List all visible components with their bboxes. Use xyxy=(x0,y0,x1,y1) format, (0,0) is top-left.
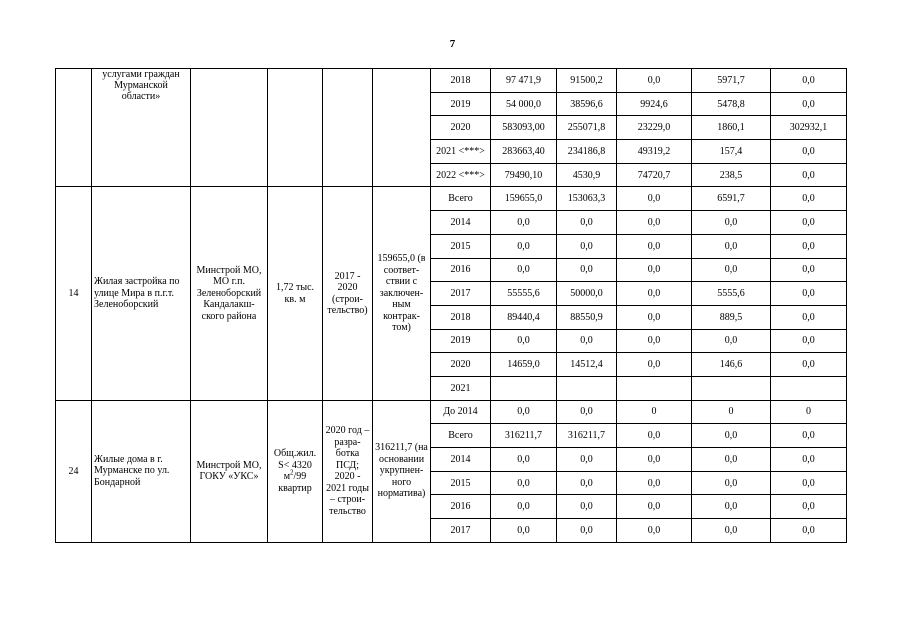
capacity-text: Общ.жил. S< 4320 м xyxy=(273,448,317,483)
cell-year: 2016 xyxy=(431,495,491,519)
cell-c2: 0,0 xyxy=(617,305,692,329)
cell-total: 0,0 xyxy=(491,234,557,258)
cell-c3: 0,0 xyxy=(692,234,771,258)
program-table xyxy=(55,68,847,543)
capacity-sup: 2 xyxy=(290,468,294,477)
cell-c4: 0,0 xyxy=(771,519,847,543)
cell-c3: 0 xyxy=(692,400,771,424)
cell-c4: 0,0 xyxy=(771,187,847,211)
cell-total: 0,0 xyxy=(491,448,557,472)
cell-c2: 49319,2 xyxy=(617,140,692,164)
cell-total: 54 000,0 xyxy=(491,92,557,116)
table-row xyxy=(56,69,847,93)
cell-year: 2019 xyxy=(431,92,491,116)
cell-c1: 14512,4 xyxy=(557,353,617,377)
cell-c4: 0,0 xyxy=(771,282,847,306)
cell-year: 2015 xyxy=(431,471,491,495)
cell-c3: 0,0 xyxy=(692,424,771,448)
cell-c4: 0,0 xyxy=(771,211,847,235)
cell-year: 2022 <***> xyxy=(431,163,491,187)
cell-c4: 0,0 xyxy=(771,495,847,519)
cell-year: До 2014 xyxy=(431,400,491,424)
cell-customer: Минстрой МО, МО г.п. Зеленоборский Кандалакш-ского района xyxy=(191,187,268,400)
cell-year: 2021 xyxy=(431,376,491,400)
capacity-text-end: /99 квартир xyxy=(278,471,312,494)
cell-c2: 0,0 xyxy=(617,519,692,543)
cell-c4: 0,0 xyxy=(771,69,847,93)
cell-cost: 316211,7 (на основании укрупнен-ного норматива) xyxy=(373,400,431,542)
cell-num: 24 xyxy=(56,400,92,542)
cell-total: 0,0 xyxy=(491,519,557,543)
cell-c1: 0,0 xyxy=(557,495,617,519)
cell-c4 xyxy=(771,376,847,400)
cell-c3: 146,6 xyxy=(692,353,771,377)
cell-c3: 0,0 xyxy=(692,329,771,353)
cell-c2: 0,0 xyxy=(617,495,692,519)
cell-c1: 0,0 xyxy=(557,448,617,472)
cell-c2: 0,0 xyxy=(617,69,692,93)
cell-c2: 9924,6 xyxy=(617,92,692,116)
cell-year: 2018 xyxy=(431,305,491,329)
cell-year: 2018 xyxy=(431,69,491,93)
cell-c4: 0,0 xyxy=(771,448,847,472)
cell-c2: 0,0 xyxy=(617,329,692,353)
cell-c2: 0,0 xyxy=(617,211,692,235)
cell-c1: 0,0 xyxy=(557,519,617,543)
cell-c4: 0,0 xyxy=(771,424,847,448)
cell-total: 0,0 xyxy=(491,471,557,495)
cell-c1: 234186,8 xyxy=(557,140,617,164)
cell-c1: 255071,8 xyxy=(557,116,617,140)
cell-object-name: Жилая застройка по улице Мира в п.г.т. Зеленоборский xyxy=(92,187,191,400)
cell-c4: 0,0 xyxy=(771,92,847,116)
cell-c2: 0,0 xyxy=(617,258,692,282)
cell-total: 97 471,9 xyxy=(491,69,557,93)
cell-year: 2015 xyxy=(431,234,491,258)
table-body xyxy=(56,69,847,543)
cell-c2: 0,0 xyxy=(617,353,692,377)
cell-c1: 0,0 xyxy=(557,329,617,353)
cell-object-name: услугами граждан Мурманской области» xyxy=(92,69,191,187)
cell-c4: 0,0 xyxy=(771,353,847,377)
cell-total: 0,0 xyxy=(491,258,557,282)
cell-c3: 0,0 xyxy=(692,519,771,543)
cell-c2: 0,0 xyxy=(617,424,692,448)
cell-cost xyxy=(373,69,431,187)
cell-c4: 0 xyxy=(771,400,847,424)
table-row xyxy=(56,187,847,211)
cell-total: 316211,7 xyxy=(491,424,557,448)
cell-c3 xyxy=(692,376,771,400)
cell-c2 xyxy=(617,376,692,400)
cell-year: 2017 xyxy=(431,519,491,543)
cell-capacity xyxy=(268,400,323,542)
cell-c1: 153063,3 xyxy=(557,187,617,211)
cell-c1: 0,0 xyxy=(557,234,617,258)
cell-c3: 5555,6 xyxy=(692,282,771,306)
cell-c3: 157,4 xyxy=(692,140,771,164)
cell-year: 2020 xyxy=(431,353,491,377)
cell-year: 2016 xyxy=(431,258,491,282)
cell-c3: 5478,8 xyxy=(692,92,771,116)
cell-c2: 0 xyxy=(617,400,692,424)
cell-total: 0,0 xyxy=(491,329,557,353)
cell-total: 0,0 xyxy=(491,400,557,424)
cell-total: 89440,4 xyxy=(491,305,557,329)
cell-year: 2019 xyxy=(431,329,491,353)
cell-c4: 302932,1 xyxy=(771,116,847,140)
cell-c3: 889,5 xyxy=(692,305,771,329)
cell-c1: 0,0 xyxy=(557,471,617,495)
cell-c4: 0,0 xyxy=(771,234,847,258)
cell-capacity xyxy=(268,69,323,187)
cell-c1: 0,0 xyxy=(557,400,617,424)
cell-customer: Минстрой МО, ГОКУ «УКС» xyxy=(191,400,268,542)
cell-period xyxy=(323,69,373,187)
cell-c1: 91500,2 xyxy=(557,69,617,93)
cell-total xyxy=(491,376,557,400)
page-number: 7 xyxy=(449,38,456,50)
cell-total: 283663,40 xyxy=(491,140,557,164)
cell-c2: 23229,0 xyxy=(617,116,692,140)
cell-customer xyxy=(191,69,268,187)
cell-c1: 88550,9 xyxy=(557,305,617,329)
cell-c3: 5971,7 xyxy=(692,69,771,93)
cell-period: 2017 - 2020 (строи-тельство) xyxy=(323,187,373,400)
cell-capacity: 1,72 тыс. кв. м xyxy=(268,187,323,400)
cell-year: 2014 xyxy=(431,211,491,235)
cell-c1: 316211,7 xyxy=(557,424,617,448)
cell-c1: 38596,6 xyxy=(557,92,617,116)
cell-c4: 0,0 xyxy=(771,471,847,495)
cell-num xyxy=(56,69,92,187)
cell-c2: 74720,7 xyxy=(617,163,692,187)
cell-year: Всего xyxy=(431,187,491,211)
cell-object-name: Жилые дома в г. Мурманске по ул. Бондарной xyxy=(92,400,191,542)
cell-c1: 0,0 xyxy=(557,258,617,282)
cell-year: Всего xyxy=(431,424,491,448)
cell-c3: 6591,7 xyxy=(692,187,771,211)
cell-total: 14659,0 xyxy=(491,353,557,377)
cell-c3: 0,0 xyxy=(692,495,771,519)
cell-year: 2017 xyxy=(431,282,491,306)
cell-c3: 0,0 xyxy=(692,211,771,235)
cell-period: 2020 год – разра-ботка ПСД; 2020 - 2021 годы – строи-тельство xyxy=(323,400,373,542)
cell-total: 0,0 xyxy=(491,495,557,519)
cell-total: 0,0 xyxy=(491,211,557,235)
cell-c1: 4530,9 xyxy=(557,163,617,187)
cell-c3: 0,0 xyxy=(692,258,771,282)
cell-c4: 0,0 xyxy=(771,140,847,164)
cell-num: 14 xyxy=(56,187,92,400)
cell-c2: 0,0 xyxy=(617,187,692,211)
cell-c1: 50000,0 xyxy=(557,282,617,306)
cell-total: 79490,10 xyxy=(491,163,557,187)
cell-cost: 159655,0 (в соответ-ствии с заключен-ным контрак-том) xyxy=(373,187,431,400)
cell-c3: 238,5 xyxy=(692,163,771,187)
cell-c1 xyxy=(557,376,617,400)
cell-c1: 0,0 xyxy=(557,211,617,235)
cell-total: 159655,0 xyxy=(491,187,557,211)
cell-year: 2021 <***> xyxy=(431,140,491,164)
cell-c2: 0,0 xyxy=(617,234,692,258)
cell-c4: 0,0 xyxy=(771,258,847,282)
cell-total: 55555,6 xyxy=(491,282,557,306)
table-row xyxy=(56,400,847,424)
cell-c3: 0,0 xyxy=(692,471,771,495)
cell-c2: 0,0 xyxy=(617,471,692,495)
cell-c2: 0,0 xyxy=(617,448,692,472)
cell-c2: 0,0 xyxy=(617,282,692,306)
cell-year: 2014 xyxy=(431,448,491,472)
cell-c4: 0,0 xyxy=(771,305,847,329)
cell-year: 2020 xyxy=(431,116,491,140)
cell-c3: 0,0 xyxy=(692,448,771,472)
cell-c3: 1860,1 xyxy=(692,116,771,140)
cell-c4: 0,0 xyxy=(771,163,847,187)
cell-c4: 0,0 xyxy=(771,329,847,353)
cell-total: 583093,00 xyxy=(491,116,557,140)
